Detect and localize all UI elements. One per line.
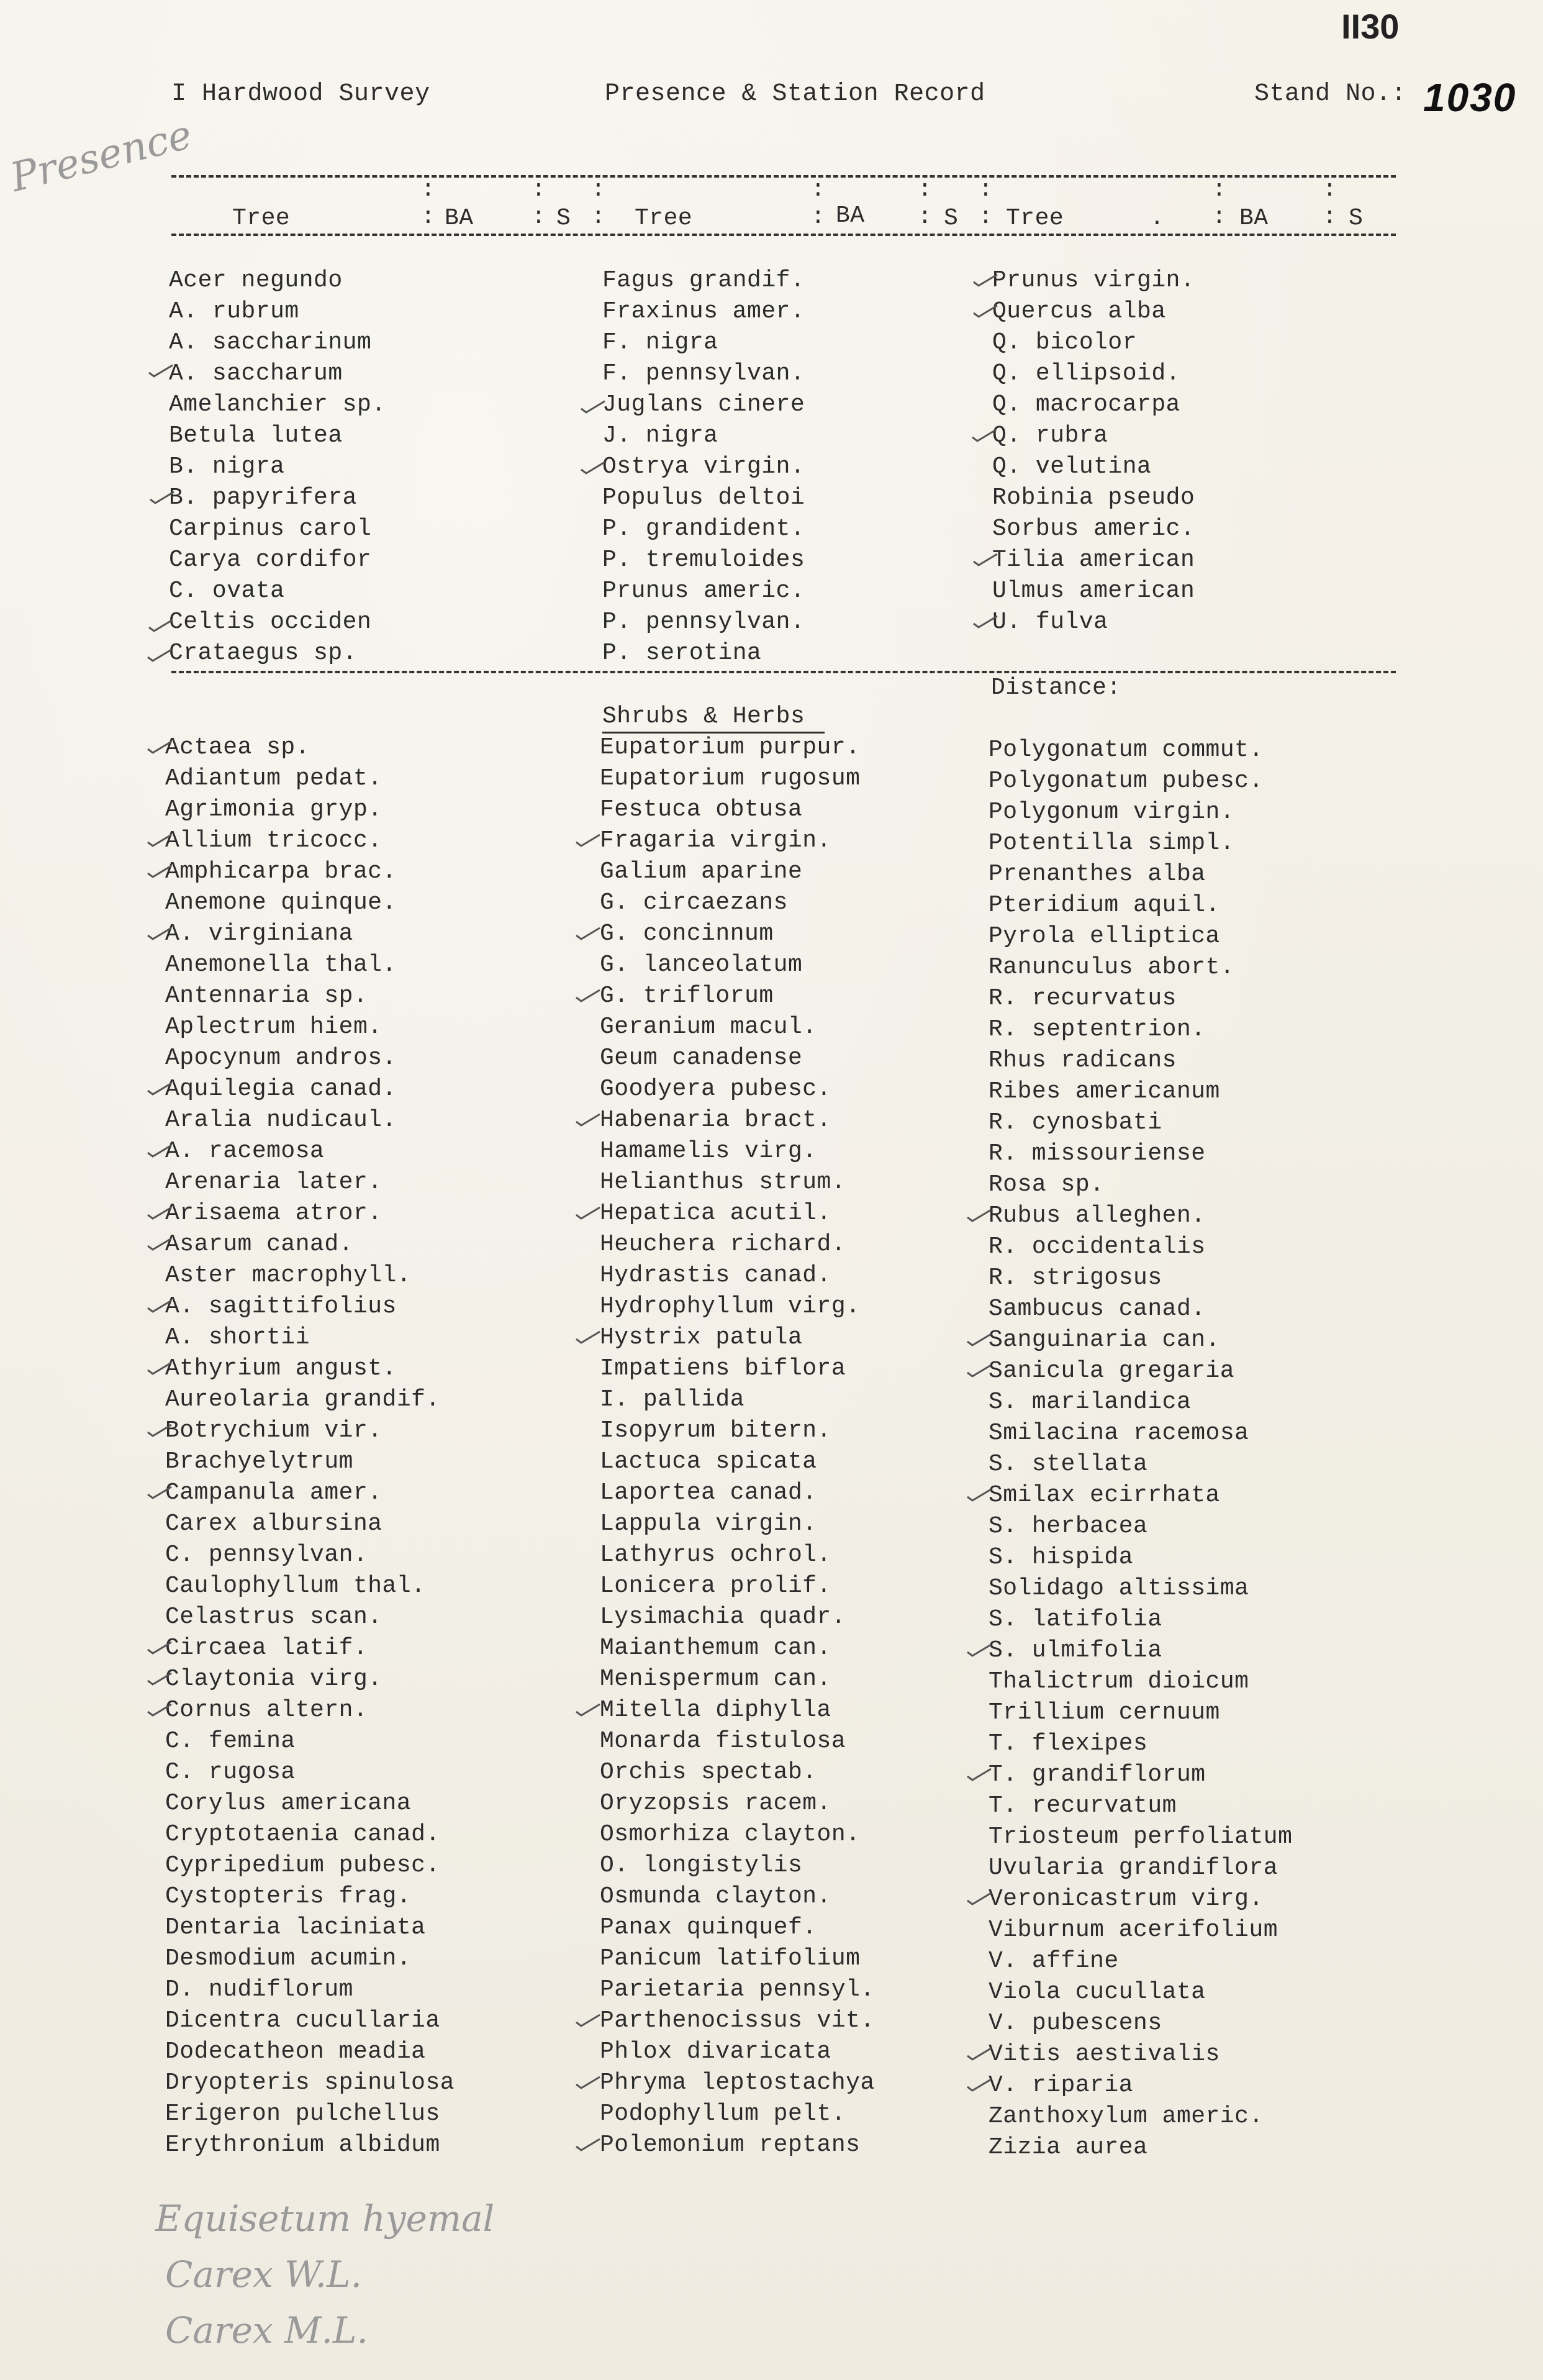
pencil-check-icon bbox=[575, 1113, 601, 1127]
herb-species: Panax quinquef. bbox=[600, 1914, 817, 1941]
header-rule-bottom bbox=[171, 234, 1396, 236]
herb-species: Laportea canad. bbox=[600, 1479, 817, 1506]
herb-species: Rhus radicans bbox=[989, 1047, 1177, 1074]
herb-species: Viburnum acerifolium bbox=[989, 1917, 1278, 1943]
pencil-check-icon bbox=[580, 400, 606, 414]
col-separator: : bbox=[532, 176, 546, 203]
pencil-check-icon bbox=[149, 491, 175, 504]
herb-species: Hydrastis canad. bbox=[600, 1262, 831, 1289]
tree-species: Juglans cinere bbox=[602, 391, 805, 418]
herb-species: A. sagittifolius bbox=[165, 1293, 397, 1320]
pencil-check-icon bbox=[972, 615, 998, 629]
tree-species: Crataegus sp. bbox=[169, 640, 357, 666]
herb-species: Parthenocissus vit. bbox=[600, 2007, 875, 2034]
tree-species: Prunus virgin. bbox=[992, 267, 1195, 294]
pencil-check-icon bbox=[575, 2138, 601, 2151]
herb-species: Zizia aurea bbox=[989, 2134, 1148, 2161]
herb-species: V. pubescens bbox=[989, 2010, 1162, 2037]
tree-species: Q. rubra bbox=[992, 422, 1108, 449]
tree-species: Carya cordifor bbox=[169, 547, 372, 573]
pencil-check-icon bbox=[966, 2078, 992, 2092]
pencil-check-icon bbox=[147, 1299, 173, 1313]
tree-species: P. serotina bbox=[602, 640, 762, 666]
herb-species: Monarda fistulosa bbox=[600, 1728, 846, 1755]
herb-species: Cystopteris frag. bbox=[165, 1883, 412, 1910]
pencil-check-icon bbox=[971, 429, 997, 442]
herb-species: R. missouriense bbox=[989, 1140, 1206, 1167]
herb-species: Apocynum andros. bbox=[165, 1045, 397, 1071]
pencil-check-icon bbox=[148, 364, 174, 378]
tree-header-2: Tree bbox=[635, 205, 693, 232]
pencil-check-icon bbox=[966, 1892, 992, 1905]
shrubs-herbs-heading: Shrubs & Herbs bbox=[602, 703, 805, 730]
tree-species: P. pennsylvan. bbox=[602, 609, 805, 635]
margin-note: Presence bbox=[6, 112, 197, 201]
stand-label: Stand No.: bbox=[1254, 80, 1407, 108]
herb-species: Geum canadense bbox=[600, 1045, 803, 1071]
herb-species: T. grandiflorum bbox=[989, 1761, 1206, 1788]
pencil-check-icon bbox=[147, 740, 173, 754]
herb-species: Carex albursina bbox=[165, 1510, 382, 1537]
herb-species: Cornus altern. bbox=[165, 1697, 368, 1724]
pencil-check-icon bbox=[966, 1364, 992, 1378]
herb-species: I. pallida bbox=[600, 1386, 745, 1413]
herb-species: Phlox divaricata bbox=[600, 2038, 831, 2065]
herb-species: Aplectrum hiem. bbox=[165, 1014, 382, 1040]
herb-species: Menispermum can. bbox=[600, 1666, 831, 1692]
col-separator: : bbox=[591, 176, 605, 203]
herb-species: Oryzopsis racem. bbox=[600, 1790, 831, 1817]
herb-species: Sambucus canad. bbox=[989, 1296, 1206, 1322]
herb-species: Phryma leptostachya bbox=[600, 2069, 875, 2096]
herb-species: Vitis aestivalis bbox=[989, 2041, 1220, 2068]
pencil-check-icon bbox=[575, 1703, 601, 1717]
herb-species: Ribes americanum bbox=[989, 1078, 1220, 1105]
col-separator: : bbox=[532, 204, 546, 230]
tree-species: Carpinus carol bbox=[169, 516, 372, 542]
tree-species: Quercus alba bbox=[992, 298, 1166, 325]
pencil-check-icon bbox=[147, 1641, 173, 1655]
herb-species: Podophyllum pelt. bbox=[600, 2101, 846, 2127]
pencil-check-icon bbox=[966, 1488, 992, 1502]
pencil-check-icon bbox=[575, 1330, 601, 1344]
tree-species: Prunus americ. bbox=[602, 578, 805, 604]
herb-species: Dryopteris spinulosa bbox=[165, 2069, 455, 2096]
pencil-check-icon bbox=[147, 1237, 173, 1251]
herb-species: V. riparia bbox=[989, 2072, 1134, 2099]
handwritten-note: Carex W.L. bbox=[165, 2253, 363, 2296]
herb-species: Helianthus strum. bbox=[600, 1169, 846, 1196]
pencil-check-icon bbox=[966, 2047, 992, 2061]
tree-species: B. papyrifera bbox=[169, 484, 357, 511]
handwritten-note: Equisetum hyemal bbox=[155, 2197, 495, 2240]
herb-species: Anemonella thal. bbox=[165, 952, 397, 978]
herb-species: Triosteum perfoliatum bbox=[989, 1824, 1293, 1850]
herb-species: Viola cucullata bbox=[989, 1979, 1206, 2005]
herb-species: Polygonum virgin. bbox=[989, 799, 1235, 825]
pencil-check-icon bbox=[147, 1672, 173, 1686]
herb-species: Polygonatum pubesc. bbox=[989, 768, 1264, 794]
col-separator: : bbox=[811, 176, 825, 203]
tree-species: A. saccharum bbox=[169, 360, 343, 387]
pencil-check-icon bbox=[147, 833, 173, 847]
tree-species: Robinia pseudo bbox=[992, 484, 1195, 511]
col-separator: : bbox=[811, 204, 825, 230]
pencil-check-icon bbox=[580, 461, 606, 475]
pencil-check-icon bbox=[147, 1144, 173, 1158]
herb-species: R. cynosbati bbox=[989, 1109, 1162, 1136]
herb-species: Aralia nudicaul. bbox=[165, 1107, 397, 1133]
herb-species: Impatiens biflora bbox=[600, 1355, 846, 1382]
col-separator: : bbox=[421, 176, 435, 203]
herb-species: Lonicera prolif. bbox=[600, 1573, 831, 1599]
pencil-check-icon bbox=[575, 989, 601, 1002]
pencil-check-icon bbox=[147, 1206, 173, 1220]
herb-species: Athyrium angust. bbox=[165, 1355, 397, 1382]
tree-species: J. nigra bbox=[602, 422, 718, 449]
herb-species: G. concinnum bbox=[600, 920, 774, 947]
tree-species: Sorbus americ. bbox=[992, 516, 1195, 542]
herb-species: Campanula amer. bbox=[165, 1479, 382, 1506]
herb-species: Maianthemum can. bbox=[600, 1635, 831, 1661]
herb-species: Dicentra cucullaria bbox=[165, 2007, 440, 2034]
herb-species: Erigeron pulchellus bbox=[165, 2101, 440, 2127]
tree-header-3: Tree bbox=[1006, 205, 1064, 232]
herb-species: Osmorhiza clayton. bbox=[600, 1821, 861, 1848]
herb-species: Sanicula gregaria bbox=[989, 1358, 1235, 1384]
tree-species: Celtis occiden bbox=[169, 609, 372, 635]
pencil-check-icon bbox=[147, 1703, 173, 1717]
herb-species: Aureolaria grandif. bbox=[165, 1386, 440, 1413]
tree-header-1: Tree bbox=[232, 205, 291, 232]
tree-species: U. fulva bbox=[992, 609, 1108, 635]
herb-species: Corylus americana bbox=[165, 1790, 412, 1817]
s-header-3: S bbox=[1349, 205, 1364, 232]
header-dot: . bbox=[1150, 205, 1165, 232]
herb-species: Actaea sp. bbox=[165, 734, 310, 761]
herb-species: Mitella diphylla bbox=[600, 1697, 831, 1724]
herb-species: S. hispida bbox=[989, 1544, 1134, 1571]
herb-species: Eupatorium purpur. bbox=[600, 734, 861, 761]
herb-species: Lathyrus ochrol. bbox=[600, 1542, 831, 1568]
pencil-check-icon bbox=[148, 619, 174, 632]
herb-species: Zanthoxylum americ. bbox=[989, 2103, 1264, 2130]
stand-number: 1030 bbox=[1423, 75, 1517, 120]
tree-species: Tilia american bbox=[992, 547, 1195, 573]
herb-species: Potentilla simpl. bbox=[989, 830, 1235, 856]
tree-species: F. nigra bbox=[602, 329, 718, 356]
shrubs-heading-underline bbox=[602, 732, 825, 734]
col-separator: : bbox=[1212, 176, 1226, 203]
tree-species: Fagus grandif. bbox=[602, 267, 805, 294]
pencil-check-icon bbox=[147, 1361, 173, 1375]
herb-species: Caulophyllum thal. bbox=[165, 1573, 426, 1599]
herb-species: S. herbacea bbox=[989, 1513, 1148, 1540]
herb-species: Dentaria laciniata bbox=[165, 1914, 426, 1941]
herb-species: Lappula virgin. bbox=[600, 1510, 817, 1537]
tree-species: Q. velutina bbox=[992, 453, 1152, 480]
herb-species: Antennaria sp. bbox=[165, 983, 368, 1009]
herb-species: Desmodium acumin. bbox=[165, 1945, 412, 1972]
tree-species: P. grandident. bbox=[602, 516, 805, 542]
herb-species: S. ulmifolia bbox=[989, 1637, 1162, 1664]
herb-species: A. racemosa bbox=[165, 1138, 325, 1165]
tree-species: Q. bicolor bbox=[992, 329, 1138, 356]
herb-species: Goodyera pubesc. bbox=[600, 1076, 831, 1102]
pencil-check-icon bbox=[575, 927, 601, 940]
herb-species: Isopyrum bitern. bbox=[600, 1417, 831, 1444]
herb-species: Allium tricocc. bbox=[165, 827, 382, 854]
herb-species: R. septentrion. bbox=[989, 1016, 1206, 1043]
herb-species: Anemone quinque. bbox=[165, 889, 397, 916]
pencil-check-icon bbox=[147, 648, 173, 662]
herb-species: Habenaria bract. bbox=[600, 1107, 831, 1133]
s-header-1: S bbox=[556, 205, 571, 232]
tree-species: C. ovata bbox=[169, 578, 285, 604]
herb-species: Aster macrophyll. bbox=[165, 1262, 412, 1289]
herb-species: Veronicastrum virg. bbox=[989, 1886, 1264, 1912]
stand-code: II30 bbox=[1341, 7, 1400, 46]
herb-species: Pteridium aquil. bbox=[989, 892, 1220, 919]
herb-species: A. virginiana bbox=[165, 920, 353, 947]
herb-species: C. pennsylvan. bbox=[165, 1542, 368, 1568]
herb-species: Panicum latifolium bbox=[600, 1945, 861, 1972]
survey-title: I Hardwood Survey bbox=[171, 80, 430, 108]
herb-species: Osmunda clayton. bbox=[600, 1883, 831, 1910]
tree-species: Acer negundo bbox=[169, 267, 343, 294]
pencil-check-icon bbox=[575, 833, 601, 847]
tree-species: Ostrya virgin. bbox=[602, 453, 805, 480]
tree-species: P. tremuloides bbox=[602, 547, 805, 573]
herb-species: Hamamelis virg. bbox=[600, 1138, 817, 1165]
herb-species: S. stellata bbox=[989, 1451, 1148, 1478]
pencil-check-icon bbox=[147, 1424, 173, 1437]
herb-species: Galium aparine bbox=[600, 858, 803, 885]
herb-species: Prenanthes alba bbox=[989, 861, 1206, 888]
col-separator: : bbox=[979, 204, 993, 230]
record-title: Presence & Station Record bbox=[605, 80, 985, 108]
herb-species: Circaea latif. bbox=[165, 1635, 368, 1661]
herb-species: Hystrix patula bbox=[600, 1324, 803, 1351]
ba-header-3: BA bbox=[1239, 205, 1269, 232]
herb-species: Heuchera richard. bbox=[600, 1231, 846, 1258]
herb-species: R. recurvatus bbox=[989, 985, 1177, 1012]
herb-species: Smilacina racemosa bbox=[989, 1420, 1249, 1447]
pencil-check-icon bbox=[575, 1206, 601, 1220]
herb-species: T. flexipes bbox=[989, 1730, 1148, 1757]
pencil-check-icon bbox=[147, 1082, 173, 1096]
herb-species: Arenaria later. bbox=[165, 1169, 382, 1196]
herb-species: D. nudiflorum bbox=[165, 1976, 353, 2003]
herb-species: Lactuca spicata bbox=[600, 1448, 817, 1475]
handwritten-note: Carex M.L. bbox=[165, 2309, 368, 2351]
herb-species: Parietaria pennsyl. bbox=[600, 1976, 875, 2003]
herb-species: Agrimonia gryp. bbox=[165, 796, 382, 823]
herb-species: Rubus alleghen. bbox=[989, 1202, 1206, 1229]
herb-species: S. marilandica bbox=[989, 1389, 1192, 1415]
herb-species: Hydrophyllum virg. bbox=[600, 1293, 861, 1320]
herb-species: Cryptotaenia canad. bbox=[165, 1821, 440, 1848]
herb-species: Trillium cernuum bbox=[989, 1699, 1220, 1726]
col-separator: : bbox=[1323, 204, 1337, 230]
herb-species: O. longistylis bbox=[600, 1852, 803, 1879]
tree-species: B. nigra bbox=[169, 453, 285, 480]
tree-species: Fraxinus amer. bbox=[602, 298, 805, 325]
col-separator: : bbox=[421, 204, 435, 230]
herb-species: Polygonatum commut. bbox=[989, 737, 1264, 763]
tree-species: Betula lutea bbox=[169, 422, 343, 449]
tree-species: A. saccharinum bbox=[169, 329, 372, 356]
herb-species: Hepatica acutil. bbox=[600, 1200, 831, 1227]
herb-species: Pyrola elliptica bbox=[989, 923, 1220, 950]
pencil-check-icon bbox=[966, 1209, 992, 1222]
pencil-check-icon bbox=[147, 1486, 173, 1499]
herb-species: Festuca obtusa bbox=[600, 796, 803, 823]
herb-species: G. triflorum bbox=[600, 983, 774, 1009]
herb-species: Botrychium vir. bbox=[165, 1417, 382, 1444]
col-separator: : bbox=[979, 176, 993, 203]
ba-header-2: BA bbox=[836, 202, 865, 229]
section-rule bbox=[171, 671, 1396, 673]
herb-species: V. affine bbox=[989, 1948, 1119, 1974]
pencil-check-icon bbox=[966, 1333, 992, 1347]
herb-species: Polemonium reptans bbox=[600, 2132, 861, 2158]
pencil-check-icon bbox=[972, 273, 998, 287]
pencil-check-icon bbox=[575, 2076, 601, 2089]
herb-species: Eupatorium rugosum bbox=[600, 765, 861, 792]
herb-species: Rosa sp. bbox=[989, 1171, 1105, 1198]
col-separator: : bbox=[591, 204, 605, 230]
pencil-check-icon bbox=[575, 2014, 601, 2027]
herb-species: Cypripedium pubesc. bbox=[165, 1852, 440, 1879]
tree-species: A. rubrum bbox=[169, 298, 299, 325]
herb-species: Brachyelytrum bbox=[165, 1448, 353, 1475]
tree-species: Populus deltoi bbox=[602, 484, 805, 511]
herb-species: Fragaria virgin. bbox=[600, 827, 831, 854]
herb-species: Ranunculus abort. bbox=[989, 954, 1235, 981]
herb-species: Dodecatheon meadia bbox=[165, 2038, 426, 2065]
herb-species: R. strigosus bbox=[989, 1265, 1162, 1291]
pencil-check-icon bbox=[966, 1768, 992, 1781]
herb-species: Orchis spectab. bbox=[600, 1759, 817, 1786]
pencil-check-icon bbox=[147, 865, 173, 878]
herb-species: G. lanceolatum bbox=[600, 952, 803, 978]
herb-species: G. circaezans bbox=[600, 889, 788, 916]
tree-species: Amelanchier sp. bbox=[169, 391, 386, 418]
herb-species: A. shortii bbox=[165, 1324, 310, 1351]
herb-species: T. recurvatum bbox=[989, 1792, 1177, 1819]
col-separator: : bbox=[1323, 176, 1337, 203]
col-separator: : bbox=[1212, 204, 1226, 230]
herb-species: Geranium macul. bbox=[600, 1014, 817, 1040]
pencil-check-icon bbox=[147, 927, 173, 940]
herb-species: Thalictrum dioicum bbox=[989, 1668, 1249, 1695]
pencil-check-icon bbox=[972, 304, 998, 318]
herb-species: Adiantum pedat. bbox=[165, 765, 382, 792]
herb-species: Asarum canad. bbox=[165, 1231, 353, 1258]
herb-species: Claytonia virg. bbox=[165, 1666, 382, 1692]
herb-species: Arisaema atror. bbox=[165, 1200, 382, 1227]
herb-species: Uvularia grandiflora bbox=[989, 1855, 1278, 1881]
ba-header-1: BA bbox=[445, 205, 474, 232]
herb-species: C. rugosa bbox=[165, 1759, 296, 1786]
tree-species: Ulmus american bbox=[992, 578, 1195, 604]
s-header-2: S bbox=[944, 205, 959, 232]
herb-species: Aquilegia canad. bbox=[165, 1076, 397, 1102]
distance-label: Distance: bbox=[991, 674, 1121, 701]
herb-species: Solidago altissima bbox=[989, 1575, 1249, 1602]
col-separator: : bbox=[918, 204, 932, 230]
herb-species: Lysimachia quadr. bbox=[600, 1604, 846, 1630]
herb-species: Celastrus scan. bbox=[165, 1604, 382, 1630]
tree-species: Q. macrocarpa bbox=[992, 391, 1180, 418]
herb-species: Erythronium albidum bbox=[165, 2132, 440, 2158]
pencil-check-icon bbox=[972, 553, 998, 566]
col-separator: : bbox=[918, 176, 932, 203]
herb-species: Sanguinaria can. bbox=[989, 1327, 1220, 1353]
herb-species: C. femina bbox=[165, 1728, 296, 1755]
tree-species: F. pennsylvan. bbox=[602, 360, 805, 387]
herb-species: Amphicarpa brac. bbox=[165, 858, 397, 885]
herb-species: Smilax ecirrhata bbox=[989, 1482, 1220, 1509]
tree-species: Q. ellipsoid. bbox=[992, 360, 1180, 387]
herb-species: S. latifolia bbox=[989, 1606, 1162, 1633]
herb-species: R. occidentalis bbox=[989, 1233, 1206, 1260]
pencil-check-icon bbox=[966, 1643, 992, 1657]
